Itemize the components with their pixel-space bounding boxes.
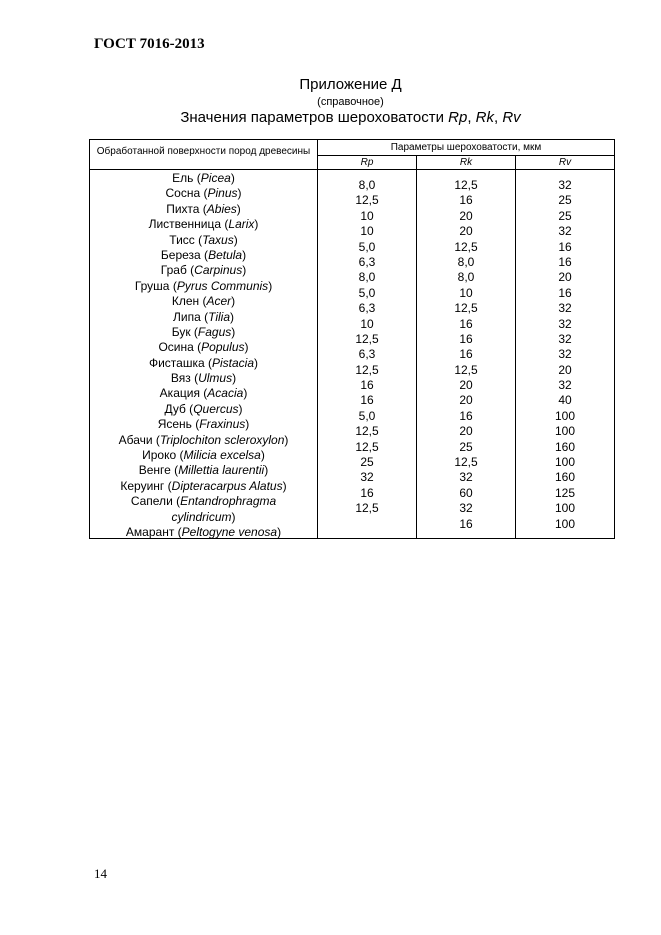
rk-value: 20 bbox=[459, 424, 473, 439]
rp-value: 5,0 bbox=[358, 408, 376, 423]
species-name: Акация (Acacia) bbox=[159, 386, 248, 401]
rv-value: 32 bbox=[558, 224, 572, 239]
species-name: Бук (Fagus) bbox=[171, 324, 236, 339]
params-column-header: Параметры шероховатости, мкм bbox=[390, 142, 542, 153]
rp-value: 10 bbox=[360, 208, 374, 223]
rp-value: 10 bbox=[360, 224, 374, 239]
rk-value: 16 bbox=[459, 193, 473, 208]
caption-text: Значения параметров шероховатости bbox=[180, 109, 449, 126]
rv-value: 16 bbox=[558, 239, 572, 254]
column-header-rv: Rv bbox=[558, 157, 572, 168]
rp-column bbox=[318, 178, 416, 517]
rk-value: 20 bbox=[459, 378, 473, 393]
rp-value: 8,0 bbox=[358, 270, 376, 285]
rv-value: 100 bbox=[554, 424, 576, 439]
rp-value: 12,5 bbox=[355, 439, 379, 454]
rk-value: 12,5 bbox=[454, 178, 478, 192]
document-header: ГОСТ 7016-2013 bbox=[94, 36, 205, 52]
rp-value: 32 bbox=[360, 470, 374, 485]
rk-value: 60 bbox=[459, 485, 473, 500]
species-name: Клен (Acer) bbox=[171, 294, 236, 309]
rv-column bbox=[516, 178, 614, 532]
rp-value: 25 bbox=[360, 455, 374, 470]
rv-value: 100 bbox=[554, 408, 576, 423]
species-name: Дуб (Quercus) bbox=[164, 401, 243, 416]
rv-value: 32 bbox=[558, 178, 572, 192]
rk-value: 12,5 bbox=[454, 362, 478, 377]
rk-value: 12,5 bbox=[454, 455, 478, 470]
rk-value: 16 bbox=[459, 347, 473, 362]
rp-value: 5,0 bbox=[358, 239, 376, 254]
rk-value: 12,5 bbox=[454, 301, 478, 316]
species-name: Вяз (Ulmus) bbox=[170, 371, 237, 386]
species-name: Осина (Populus) bbox=[158, 340, 249, 355]
rp-value: 12,5 bbox=[355, 424, 379, 439]
table-divider bbox=[318, 155, 614, 156]
species-name: Ироко (Milicia excelsa) bbox=[142, 448, 265, 463]
species-name: Береза (Betula) bbox=[160, 247, 247, 262]
rk-value: 8,0 bbox=[457, 270, 475, 285]
rk-value: 32 bbox=[459, 501, 473, 516]
species-name: Ель (Picea) bbox=[172, 171, 235, 185]
caption-param-rp: Rp bbox=[448, 109, 468, 126]
species-name: Абачи (Triplochiton scleroxylon) bbox=[118, 432, 289, 447]
species-name: Пихта (Abies) bbox=[166, 201, 241, 216]
rk-value: 20 bbox=[459, 224, 473, 239]
appendix-caption: Значения параметров шероховатости Rp, Rk, Rv bbox=[180, 109, 521, 126]
rp-value: 12,5 bbox=[355, 193, 379, 208]
rk-value: 10 bbox=[459, 285, 473, 300]
rp-value: 16 bbox=[360, 485, 374, 500]
rp-value: 16 bbox=[360, 393, 374, 408]
rk-value: 20 bbox=[459, 393, 473, 408]
rp-value: 12,5 bbox=[355, 501, 379, 516]
column-header-rp: Rp bbox=[360, 157, 374, 168]
rp-value: 6,3 bbox=[358, 301, 376, 316]
species-name: Венге (Millettia laurentii) bbox=[138, 463, 269, 478]
rk-value: 16 bbox=[459, 331, 473, 346]
species-name: Сапели (Entandrophragma cylindricum) bbox=[130, 494, 277, 524]
caption-param-rk: Rk bbox=[475, 109, 494, 126]
page-number: 14 bbox=[94, 866, 107, 881]
rv-value: 20 bbox=[558, 362, 572, 377]
rp-value: 6,3 bbox=[358, 254, 376, 269]
rk-value: 32 bbox=[459, 470, 473, 485]
column-header-rk: Rk bbox=[459, 157, 473, 168]
rv-value: 100 bbox=[554, 501, 576, 516]
rv-value: 32 bbox=[558, 378, 572, 393]
rv-value: 25 bbox=[558, 208, 572, 223]
rv-value: 100 bbox=[554, 455, 576, 470]
rk-column bbox=[417, 178, 515, 532]
rv-value: 32 bbox=[558, 301, 572, 316]
species-name: Фисташка (Pistacia) bbox=[148, 355, 259, 370]
rv-value: 160 bbox=[554, 470, 576, 485]
rv-value: 25 bbox=[558, 193, 572, 208]
rp-value: 5,0 bbox=[358, 285, 376, 300]
rv-value: 160 bbox=[554, 439, 576, 454]
species-name: Тисс (Taxus) bbox=[169, 232, 238, 247]
rp-value: 6,3 bbox=[358, 347, 376, 362]
rp-value: 12,5 bbox=[355, 362, 379, 377]
species-name: Граб (Carpinus) bbox=[160, 263, 247, 278]
species-name: Амарант (Peltogyne venosa) bbox=[125, 524, 282, 539]
rp-value: 8,0 bbox=[358, 178, 376, 192]
species-name: Сосна (Pinus) bbox=[165, 186, 242, 201]
rk-value: 16 bbox=[459, 516, 473, 531]
species-name: Груша (Pyrus Communis) bbox=[134, 278, 273, 293]
rv-value: 125 bbox=[554, 485, 576, 500]
rk-value: 20 bbox=[459, 208, 473, 223]
species-name: Лиственница (Larix) bbox=[148, 217, 259, 232]
caption-param-rv: Rv bbox=[502, 109, 521, 126]
species-column bbox=[90, 171, 317, 540]
species-name: Липа (Tilia) bbox=[173, 309, 234, 324]
table-divider bbox=[90, 169, 614, 170]
appendix-note: (справочное) bbox=[317, 96, 384, 108]
rv-value: 16 bbox=[558, 285, 572, 300]
rp-value: 10 bbox=[360, 316, 374, 331]
roughness-table bbox=[89, 139, 615, 539]
rv-value: 20 bbox=[558, 270, 572, 285]
rv-value: 100 bbox=[554, 516, 576, 531]
rk-value: 8,0 bbox=[457, 254, 475, 269]
rp-value: 16 bbox=[360, 378, 374, 393]
rk-value: 16 bbox=[459, 316, 473, 331]
rv-value: 32 bbox=[558, 347, 572, 362]
rk-value: 25 bbox=[459, 439, 473, 454]
rv-value: 32 bbox=[558, 316, 572, 331]
species-name: Керуинг (Dipteracarpus Alatus) bbox=[120, 478, 287, 493]
rv-value: 32 bbox=[558, 331, 572, 346]
rk-value: 12,5 bbox=[454, 239, 478, 254]
rp-value: 12,5 bbox=[355, 331, 379, 346]
rv-value: 40 bbox=[558, 393, 572, 408]
species-name: Ясень (Fraxinus) bbox=[157, 417, 250, 432]
appendix-title: Приложение Д bbox=[299, 76, 402, 93]
species-column-header: Обработанной поверхности пород древесины bbox=[96, 146, 311, 157]
rv-value: 16 bbox=[558, 254, 572, 269]
rk-value: 16 bbox=[459, 408, 473, 423]
